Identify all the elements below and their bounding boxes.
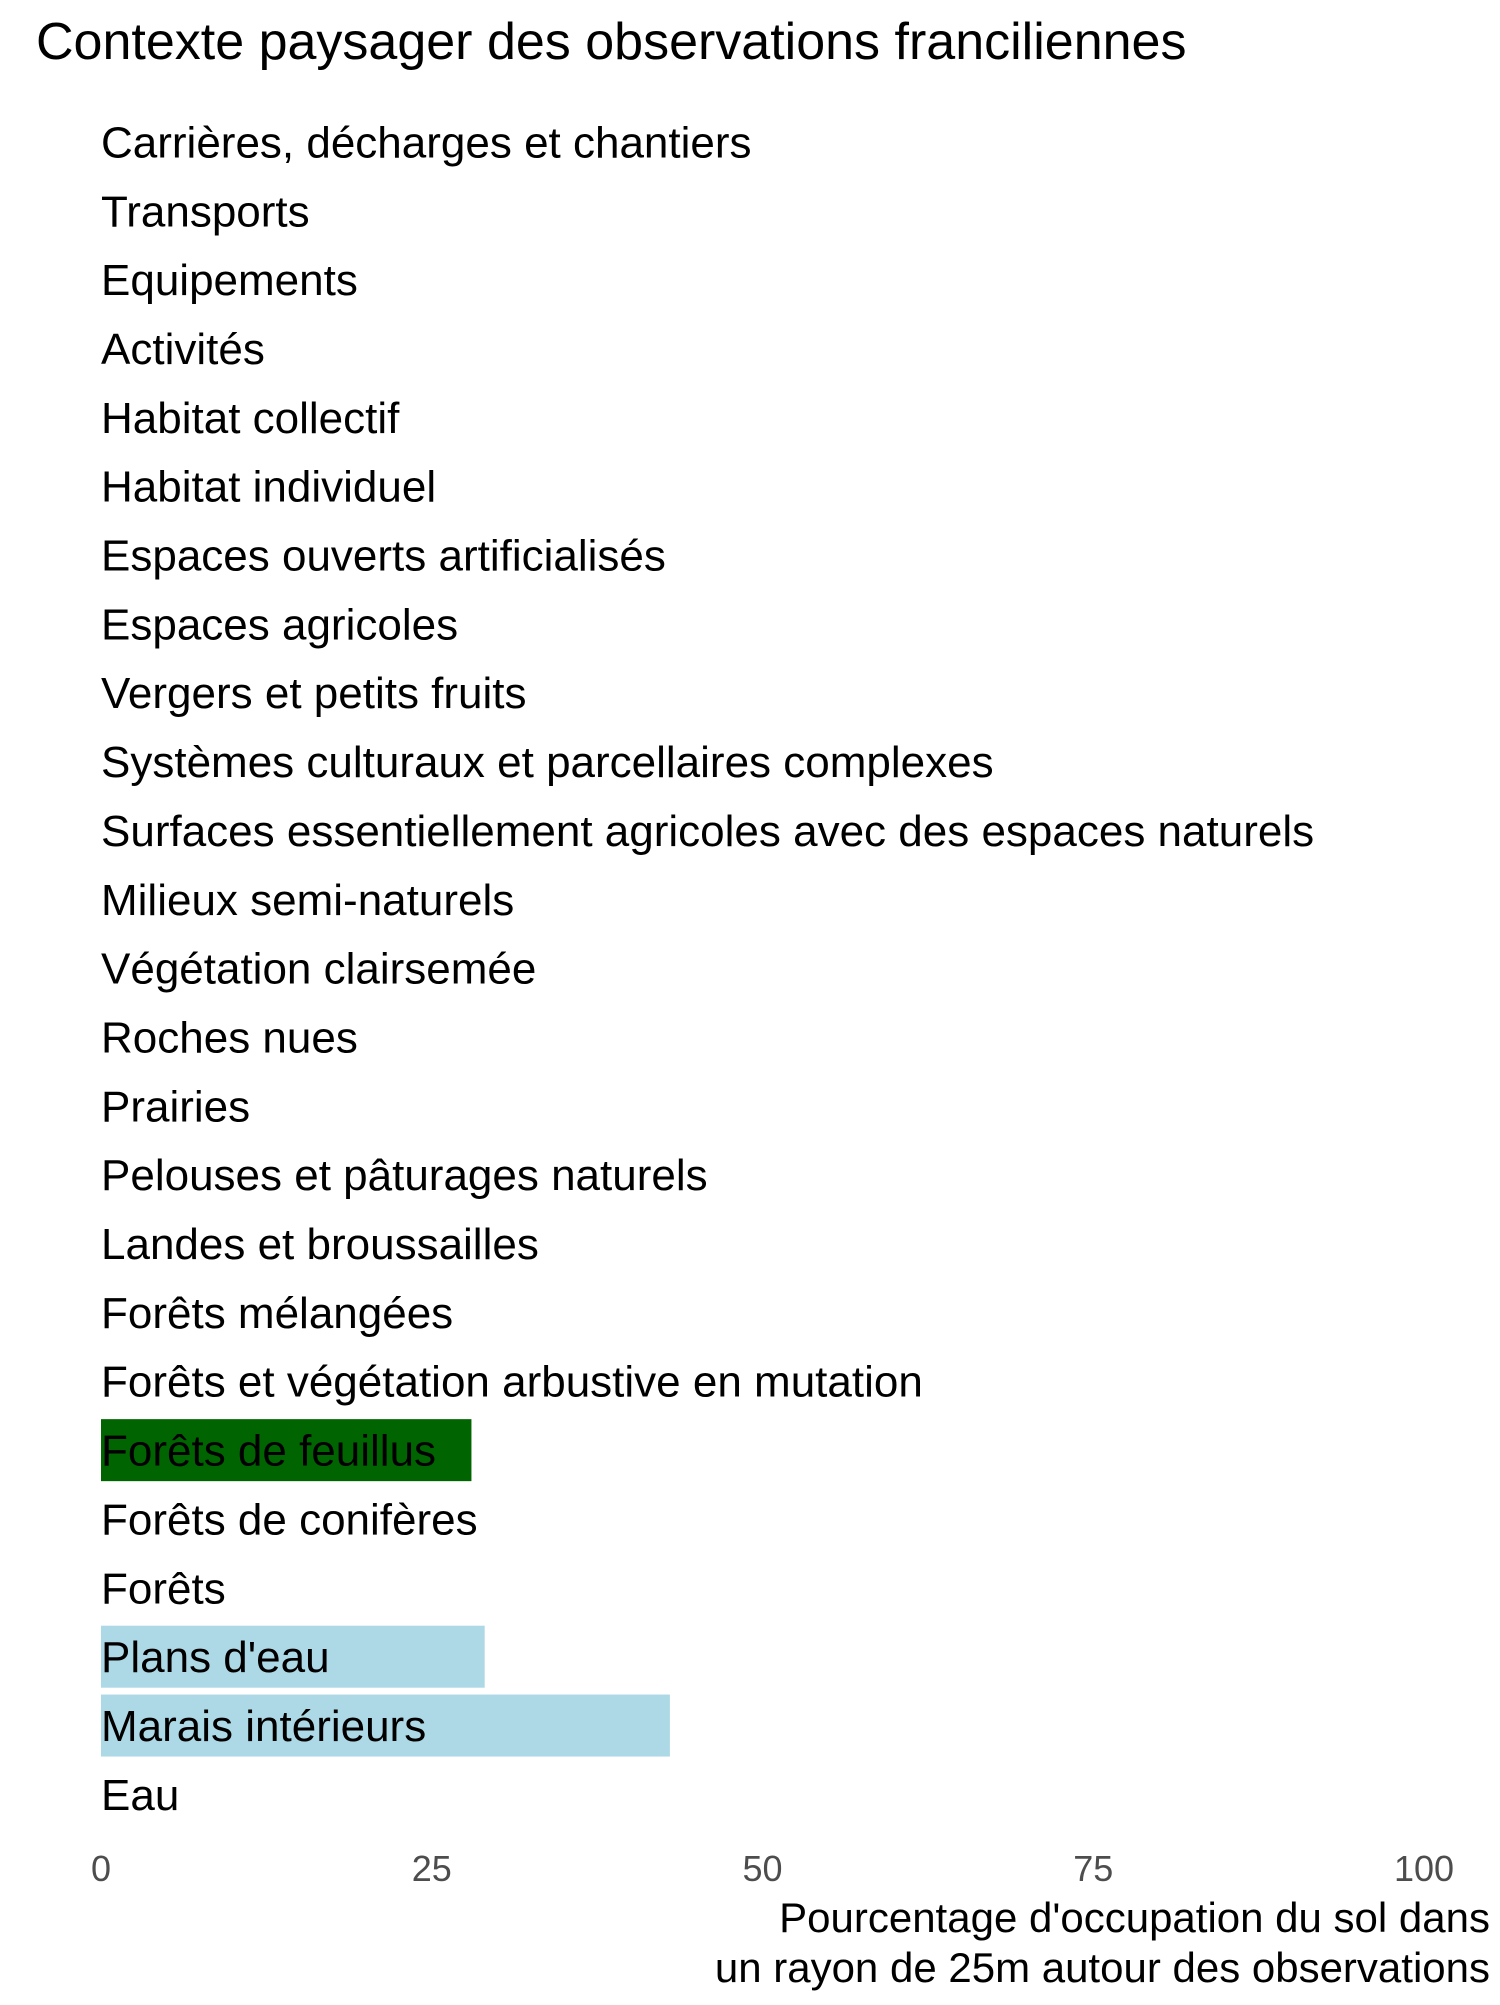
x-axis-label-line-2: un rayon de 25m autour des observations xyxy=(714,1944,1490,1991)
x-tick-label-100: 100 xyxy=(1393,1848,1455,1889)
category-label-plans-d-eau: Plans d'eau xyxy=(101,1633,330,1683)
x-axis-label-line-1: Pourcentage d'occupation du sol dans xyxy=(779,1894,1490,1941)
category-label-vergers-et-petits-fruits: Vergers et petits fruits xyxy=(101,669,527,719)
category-label-vegetation-clairsemee: Végétation clairsemée xyxy=(101,944,537,994)
chart-title: Contexte paysager des observations franciliennes xyxy=(36,13,1187,71)
category-label-systemes-culturaux-et-parcellaires-complexes: Systèmes culturaux et parcellaires complexes xyxy=(101,738,994,788)
category-label-equipements: Equipements xyxy=(101,256,358,306)
category-label-forets-et-vegetation-arbustive-en-mutation: Forêts et végétation arbustive en mutation xyxy=(101,1357,923,1407)
category-label-forets-de-coniferes: Forêts de conifères xyxy=(101,1495,478,1545)
category-label-pelouses-et-paturages-naturels: Pelouses et pâturages naturels xyxy=(101,1151,708,1201)
category-label-roches-nues: Roches nues xyxy=(101,1013,358,1063)
x-tick-label-0: 0 xyxy=(90,1848,112,1889)
category-label-landes-et-broussailles: Landes et broussailles xyxy=(101,1220,539,1269)
category-label-milieux-semi-naturels: Milieux semi-naturels xyxy=(101,875,515,925)
x-tick-label-50: 50 xyxy=(742,1848,783,1889)
x-tick-label-25: 25 xyxy=(411,1848,452,1889)
category-label-forets-de-feuillus: Forêts de feuillus xyxy=(101,1426,437,1476)
category-label-marais-interieurs: Marais intérieurs xyxy=(101,1701,427,1751)
category-label-forets-melangees: Forêts mélangées xyxy=(101,1288,454,1338)
category-label-espaces-agricoles: Espaces agricoles xyxy=(101,600,459,650)
category-label-transports: Transports xyxy=(101,187,310,237)
category-label-forets: Forêts xyxy=(101,1564,226,1614)
category-label-espaces-ouverts-artificialises: Espaces ouverts artificialisés xyxy=(101,531,666,581)
category-label-prairies: Prairies xyxy=(101,1082,251,1132)
category-label-habitat-individuel: Habitat individuel xyxy=(101,462,437,512)
category-label-surfaces-essentiellement-agricoles-avec-des-espaces-naturels: Surfaces essentiellement agricoles avec des espaces naturels xyxy=(101,806,1315,856)
category-label-carrieres-decharges-et-chantiers: Carrières, décharges et chantiers xyxy=(101,118,752,168)
category-label-activites: Activités xyxy=(101,324,265,374)
category-label-eau: Eau xyxy=(101,1770,180,1820)
category-label-habitat-collectif: Habitat collectif xyxy=(101,393,400,443)
x-tick-label-75: 75 xyxy=(1073,1848,1114,1889)
